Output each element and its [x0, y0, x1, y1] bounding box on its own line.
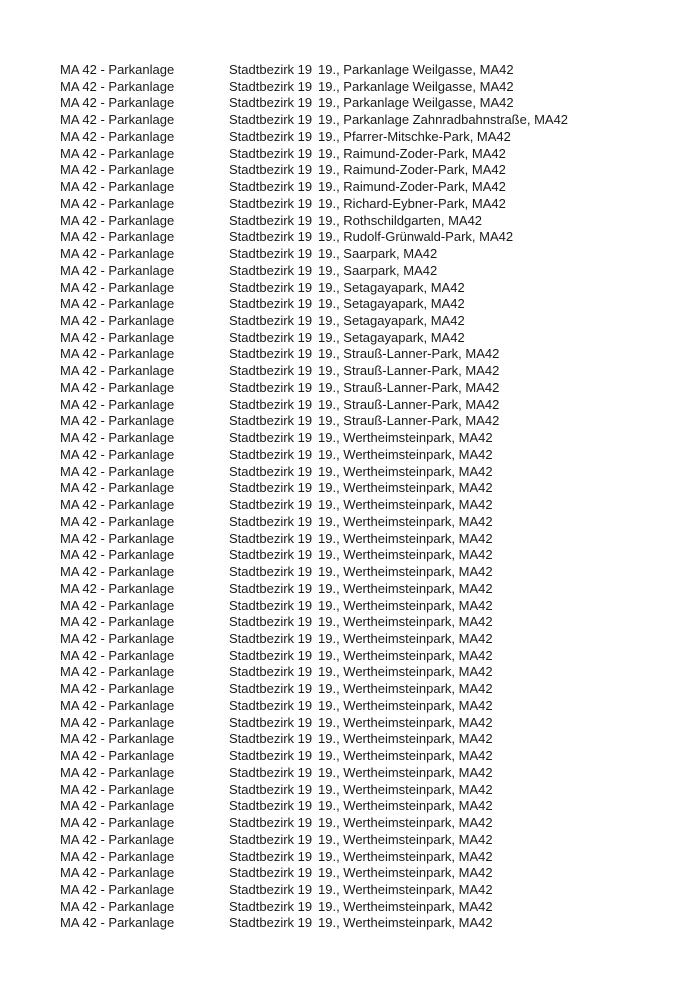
department-cell: MA 42 - Parkanlage — [60, 246, 175, 262]
location-cell: 19., Wertheimsteinpark, MA42 — [318, 714, 493, 730]
district-cell: Stadtbezirk 19 — [229, 463, 313, 479]
table-row — [60, 514, 568, 531]
location-cell: 19., Wertheimsteinpark, MA42 — [318, 480, 493, 496]
department-cell: MA 42 - Parkanlage — [60, 95, 175, 111]
department-cell: MA 42 - Parkanlage — [60, 681, 175, 697]
location-cell: 19., Wertheimsteinpark, MA42 — [318, 898, 493, 914]
district-cell: Stadtbezirk 19 — [229, 346, 313, 362]
district-cell: Stadtbezirk 19 — [229, 915, 313, 931]
location-cell: 19., Parkanlage Weilgasse, MA42 — [318, 62, 514, 77]
table-row — [60, 614, 568, 631]
department-cell: MA 42 - Parkanlage — [60, 229, 175, 245]
department-cell: MA 42 - Parkanlage — [60, 212, 175, 228]
district-cell: Stadtbezirk 19 — [229, 195, 313, 211]
table-row — [60, 731, 568, 748]
district-cell: Stadtbezirk 19 — [229, 881, 313, 897]
district-cell: Stadtbezirk 19 — [229, 731, 313, 747]
table-row — [60, 430, 568, 447]
location-cell: 19., Wertheimsteinpark, MA42 — [318, 497, 493, 513]
table-row — [60, 397, 568, 414]
location-cell: 19., Wertheimsteinpark, MA42 — [318, 831, 493, 847]
location-cell: 19., Wertheimsteinpark, MA42 — [318, 597, 493, 613]
location-cell: 19., Wertheimsteinpark, MA42 — [318, 463, 493, 479]
department-cell: MA 42 - Parkanlage — [60, 798, 175, 814]
district-cell: Stadtbezirk 19 — [229, 212, 313, 228]
table-row — [60, 648, 568, 665]
table-row — [60, 698, 568, 715]
table-row — [60, 263, 568, 280]
table-row — [60, 229, 568, 246]
district-cell: Stadtbezirk 19 — [229, 78, 313, 94]
table-row — [60, 798, 568, 815]
district-cell: Stadtbezirk 19 — [229, 497, 313, 513]
department-cell: MA 42 - Parkanlage — [60, 463, 175, 479]
district-cell: Stadtbezirk 19 — [229, 95, 313, 111]
table-row — [60, 899, 568, 916]
table-row — [60, 79, 568, 96]
department-cell: MA 42 - Parkanlage — [60, 697, 175, 713]
district-cell: Stadtbezirk 19 — [229, 848, 313, 864]
table-row — [60, 531, 568, 548]
district-cell: Stadtbezirk 19 — [229, 831, 313, 847]
table-row — [60, 765, 568, 782]
district-cell: Stadtbezirk 19 — [229, 580, 313, 596]
location-cell: 19., Wertheimsteinpark, MA42 — [318, 547, 493, 563]
location-cell: 19., Wertheimsteinpark, MA42 — [318, 697, 493, 713]
district-cell: Stadtbezirk 19 — [229, 62, 313, 77]
district-cell: Stadtbezirk 19 — [229, 697, 313, 713]
table-row — [60, 213, 568, 230]
department-cell: MA 42 - Parkanlage — [60, 162, 175, 178]
department-cell: MA 42 - Parkanlage — [60, 881, 175, 897]
district-cell: Stadtbezirk 19 — [229, 363, 313, 379]
table-row — [60, 179, 568, 196]
location-cell: 19., Wertheimsteinpark, MA42 — [318, 764, 493, 780]
department-cell: MA 42 - Parkanlage — [60, 630, 175, 646]
district-cell: Stadtbezirk 19 — [229, 865, 313, 881]
department-cell: MA 42 - Parkanlage — [60, 112, 175, 128]
table-row — [60, 865, 568, 882]
table-row — [60, 280, 568, 297]
department-cell: MA 42 - Parkanlage — [60, 313, 175, 329]
district-cell: Stadtbezirk 19 — [229, 647, 313, 663]
table-row — [60, 346, 568, 363]
location-cell: 19., Wertheimsteinpark, MA42 — [318, 815, 493, 831]
table-row — [60, 464, 568, 481]
district-cell: Stadtbezirk 19 — [229, 430, 313, 446]
department-cell: MA 42 - Parkanlage — [60, 329, 175, 345]
district-cell: Stadtbezirk 19 — [229, 329, 313, 345]
table-row — [60, 681, 568, 698]
district-cell: Stadtbezirk 19 — [229, 162, 313, 178]
district-cell: Stadtbezirk 19 — [229, 614, 313, 630]
table-row — [60, 363, 568, 380]
department-cell: MA 42 - Parkanlage — [60, 279, 175, 295]
department-cell: MA 42 - Parkanlage — [60, 748, 175, 764]
location-cell: 19., Wertheimsteinpark, MA42 — [318, 580, 493, 596]
table-row — [60, 313, 568, 330]
department-cell: MA 42 - Parkanlage — [60, 497, 175, 513]
location-cell: 19., Setagayapark, MA42 — [318, 313, 465, 329]
district-cell: Stadtbezirk 19 — [229, 379, 313, 395]
department-cell: MA 42 - Parkanlage — [60, 714, 175, 730]
location-cell: 19., Raimund-Zoder-Park, MA42 — [318, 145, 506, 161]
table-row — [60, 129, 568, 146]
department-cell: MA 42 - Parkanlage — [60, 580, 175, 596]
location-cell: 19., Wertheimsteinpark, MA42 — [318, 915, 493, 931]
location-cell: 19., Wertheimsteinpark, MA42 — [318, 430, 493, 446]
district-cell: Stadtbezirk 19 — [229, 597, 313, 613]
table-row — [60, 112, 568, 129]
department-cell: MA 42 - Parkanlage — [60, 446, 175, 462]
table-row — [60, 146, 568, 163]
location-cell: 19., Saarpark, MA42 — [318, 262, 438, 278]
location-cell: 19., Setagayapark, MA42 — [318, 296, 465, 312]
department-cell: MA 42 - Parkanlage — [60, 530, 175, 546]
table-row — [60, 715, 568, 732]
location-cell: 19., Wertheimsteinpark, MA42 — [318, 881, 493, 897]
district-cell: Stadtbezirk 19 — [229, 279, 313, 295]
location-cell: 19., Wertheimsteinpark, MA42 — [318, 614, 493, 630]
department-cell: MA 42 - Parkanlage — [60, 62, 175, 77]
table-row — [60, 380, 568, 397]
location-cell: 19., Parkanlage Weilgasse, MA42 — [318, 78, 514, 94]
location-cell: 19., Setagayapark, MA42 — [318, 279, 465, 295]
location-cell: 19., Wertheimsteinpark, MA42 — [318, 513, 493, 529]
department-cell: MA 42 - Parkanlage — [60, 396, 175, 412]
table-row — [60, 882, 568, 899]
location-cell: 19., Strauß-Lanner-Park, MA42 — [318, 346, 500, 362]
district-cell: Stadtbezirk 19 — [229, 664, 313, 680]
district-cell: Stadtbezirk 19 — [229, 630, 313, 646]
department-cell: MA 42 - Parkanlage — [60, 363, 175, 379]
location-cell: 19., Rudolf-Grünwald-Park, MA42 — [318, 229, 514, 245]
table-row — [60, 62, 568, 79]
location-cell: 19., Wertheimsteinpark, MA42 — [318, 848, 493, 864]
district-cell: Stadtbezirk 19 — [229, 145, 313, 161]
location-cell: 19., Pfarrer-Mitschke-Park, MA42 — [318, 128, 511, 144]
table-row — [60, 480, 568, 497]
location-cell: 19., Wertheimsteinpark, MA42 — [318, 865, 493, 881]
department-cell: MA 42 - Parkanlage — [60, 898, 175, 914]
district-cell: Stadtbezirk 19 — [229, 564, 313, 580]
location-cell: 19., Wertheimsteinpark, MA42 — [318, 630, 493, 646]
department-cell: MA 42 - Parkanlage — [60, 480, 175, 496]
location-cell: 19., Wertheimsteinpark, MA42 — [318, 664, 493, 680]
district-cell: Stadtbezirk 19 — [229, 681, 313, 697]
location-cell: 19., Raimund-Zoder-Park, MA42 — [318, 162, 506, 178]
parks-table — [60, 62, 568, 932]
district-cell: Stadtbezirk 19 — [229, 781, 313, 797]
location-cell: 19., Wertheimsteinpark, MA42 — [318, 781, 493, 797]
table-row — [60, 564, 568, 581]
table-row — [60, 196, 568, 213]
district-cell: Stadtbezirk 19 — [229, 513, 313, 529]
district-cell: Stadtbezirk 19 — [229, 898, 313, 914]
table-row — [60, 782, 568, 799]
table-body — [60, 62, 568, 932]
location-cell: 19., Wertheimsteinpark, MA42 — [318, 530, 493, 546]
table-row — [60, 631, 568, 648]
department-cell: MA 42 - Parkanlage — [60, 346, 175, 362]
department-cell: MA 42 - Parkanlage — [60, 547, 175, 563]
location-cell: 19., Wertheimsteinpark, MA42 — [318, 798, 493, 814]
location-cell: 19., Rothschildgarten, MA42 — [318, 212, 483, 228]
table-row — [60, 296, 568, 313]
department-cell: MA 42 - Parkanlage — [60, 865, 175, 881]
location-cell: 19., Strauß-Lanner-Park, MA42 — [318, 413, 500, 429]
district-cell: Stadtbezirk 19 — [229, 764, 313, 780]
table-row — [60, 246, 568, 263]
table-row — [60, 832, 568, 849]
department-cell: MA 42 - Parkanlage — [60, 731, 175, 747]
district-cell: Stadtbezirk 19 — [229, 815, 313, 831]
table-row — [60, 447, 568, 464]
location-cell: 19., Saarpark, MA42 — [318, 246, 438, 262]
table-row — [60, 413, 568, 430]
department-cell: MA 42 - Parkanlage — [60, 647, 175, 663]
location-cell: 19., Wertheimsteinpark, MA42 — [318, 564, 493, 580]
department-cell: MA 42 - Parkanlage — [60, 513, 175, 529]
department-cell: MA 42 - Parkanlage — [60, 831, 175, 847]
table-row — [60, 581, 568, 598]
district-cell: Stadtbezirk 19 — [229, 229, 313, 245]
location-cell: 19., Parkanlage Weilgasse, MA42 — [318, 95, 514, 111]
department-cell: MA 42 - Parkanlage — [60, 128, 175, 144]
table-row — [60, 849, 568, 866]
location-cell: 19., Strauß-Lanner-Park, MA42 — [318, 363, 500, 379]
department-cell: MA 42 - Parkanlage — [60, 78, 175, 94]
department-cell: MA 42 - Parkanlage — [60, 614, 175, 630]
department-cell: MA 42 - Parkanlage — [60, 815, 175, 831]
table-row — [60, 162, 568, 179]
department-cell: MA 42 - Parkanlage — [60, 764, 175, 780]
district-cell: Stadtbezirk 19 — [229, 396, 313, 412]
department-cell: MA 42 - Parkanlage — [60, 781, 175, 797]
department-cell: MA 42 - Parkanlage — [60, 564, 175, 580]
department-cell: MA 42 - Parkanlage — [60, 597, 175, 613]
table-row — [60, 95, 568, 112]
location-cell: 19., Richard-Eybner-Park, MA42 — [318, 195, 506, 211]
table-row — [60, 815, 568, 832]
table-row — [60, 748, 568, 765]
district-cell: Stadtbezirk 19 — [229, 547, 313, 563]
location-cell: 19., Wertheimsteinpark, MA42 — [318, 681, 493, 697]
district-cell: Stadtbezirk 19 — [229, 748, 313, 764]
department-cell: MA 42 - Parkanlage — [60, 915, 175, 931]
table-row — [60, 330, 568, 347]
district-cell: Stadtbezirk 19 — [229, 128, 313, 144]
location-cell: 19., Raimund-Zoder-Park, MA42 — [318, 179, 506, 195]
department-cell: MA 42 - Parkanlage — [60, 379, 175, 395]
district-cell: Stadtbezirk 19 — [229, 313, 313, 329]
district-cell: Stadtbezirk 19 — [229, 714, 313, 730]
location-cell: 19., Wertheimsteinpark, MA42 — [318, 748, 493, 764]
department-cell: MA 42 - Parkanlage — [60, 430, 175, 446]
location-cell: 19., Wertheimsteinpark, MA42 — [318, 647, 493, 663]
table-row — [60, 664, 568, 681]
district-cell: Stadtbezirk 19 — [229, 480, 313, 496]
location-cell: 19., Wertheimsteinpark, MA42 — [318, 446, 493, 462]
location-cell: 19., Setagayapark, MA42 — [318, 329, 465, 345]
department-cell: MA 42 - Parkanlage — [60, 664, 175, 680]
district-cell: Stadtbezirk 19 — [229, 112, 313, 128]
table-row — [60, 915, 568, 932]
department-cell: MA 42 - Parkanlage — [60, 179, 175, 195]
location-cell: 19., Wertheimsteinpark, MA42 — [318, 731, 493, 747]
location-cell: 19., Parkanlage Zahnradbahnstraße, MA42 — [318, 112, 569, 128]
district-cell: Stadtbezirk 19 — [229, 798, 313, 814]
table-row — [60, 497, 568, 514]
location-cell: 19., Strauß-Lanner-Park, MA42 — [318, 396, 500, 412]
department-cell: MA 42 - Parkanlage — [60, 262, 175, 278]
district-cell: Stadtbezirk 19 — [229, 179, 313, 195]
district-cell: Stadtbezirk 19 — [229, 446, 313, 462]
district-cell: Stadtbezirk 19 — [229, 413, 313, 429]
table-row — [60, 547, 568, 564]
department-cell: MA 42 - Parkanlage — [60, 413, 175, 429]
location-cell: 19., Strauß-Lanner-Park, MA42 — [318, 379, 500, 395]
department-cell: MA 42 - Parkanlage — [60, 145, 175, 161]
department-cell: MA 42 - Parkanlage — [60, 195, 175, 211]
district-cell: Stadtbezirk 19 — [229, 246, 313, 262]
table-row — [60, 598, 568, 615]
district-cell: Stadtbezirk 19 — [229, 296, 313, 312]
department-cell: MA 42 - Parkanlage — [60, 848, 175, 864]
district-cell: Stadtbezirk 19 — [229, 262, 313, 278]
district-cell: Stadtbezirk 19 — [229, 530, 313, 546]
department-cell: MA 42 - Parkanlage — [60, 296, 175, 312]
